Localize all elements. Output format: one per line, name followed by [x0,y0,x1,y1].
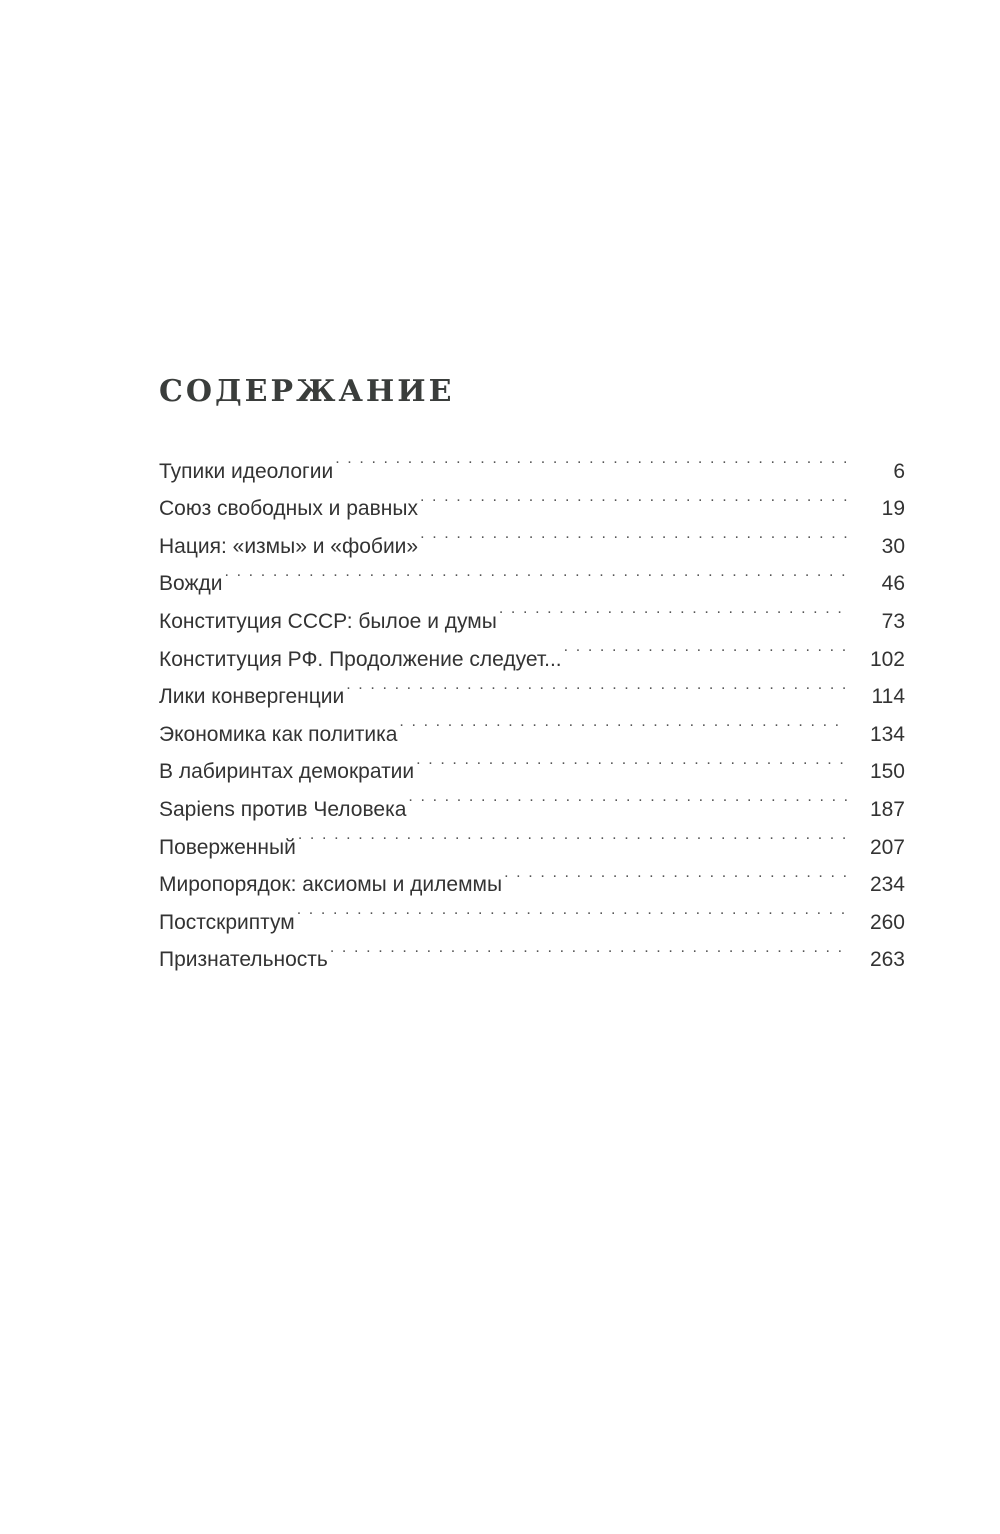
entry-title: Признательность [159,948,328,972]
entry-title: Вожди [159,572,223,596]
entry-page-number: 19 [881,497,905,521]
toc-list [159,440,905,972]
toc-heading: СОДЕРЖАНИЕ [159,374,455,409]
dot-leader [504,854,847,892]
entry-title: Sapiens против Человека [159,797,407,821]
entry-title: Нация: «измы» и «фобии» [159,534,419,558]
entry-title: Тупики идеологии [159,459,334,483]
entry-page-number: 102 [869,647,905,671]
dot-leader [399,703,847,741]
dot-leader [335,440,847,478]
toc-entry[interactable] [159,590,905,633]
entry-title: Поверженный [159,835,296,859]
dot-leader [408,778,847,816]
entry-title: Лики конвергенции [159,685,345,709]
entry-page-number: 150 [869,760,905,784]
dot-leader [420,515,847,553]
entry-page-number: 207 [869,835,905,859]
entry-page-number: 6 [893,459,905,483]
dot-leader [416,741,847,779]
entry-page-number: 30 [881,534,905,558]
entry-page-number: 260 [869,910,905,934]
entry-title: Миропорядок: аксиомы и дилеммы [159,873,503,897]
entry-page-number: 46 [881,572,905,596]
entry-page-number: 263 [869,948,905,972]
dot-leader [330,929,847,967]
dot-leader [298,816,847,854]
dot-leader [499,590,847,628]
entry-title: Союз свободных и равных [159,497,418,521]
entry-title: В лабиринтах демократии [159,760,415,784]
entry-page-number: 187 [869,797,905,821]
dot-leader [346,666,847,704]
entry-page-number: 114 [871,685,905,709]
table-of-contents [159,372,905,972]
toc-entry[interactable] [159,440,905,483]
entry-page-number: 234 [869,873,905,897]
dot-leader [564,628,847,666]
entry-title: Конституция СССР: былое и думы [159,609,497,633]
dot-leader [224,553,847,591]
entry-page-number: 134 [869,722,905,746]
entry-title: Постскриптум [159,910,295,934]
entry-title: Конституция РФ. Продолжение следует... [159,647,562,671]
dot-leader [297,891,847,929]
toc-entry[interactable] [159,553,905,596]
entry-title: Экономика как политика [159,722,398,746]
entry-page-number: 73 [881,609,905,633]
dot-leader [420,478,847,516]
